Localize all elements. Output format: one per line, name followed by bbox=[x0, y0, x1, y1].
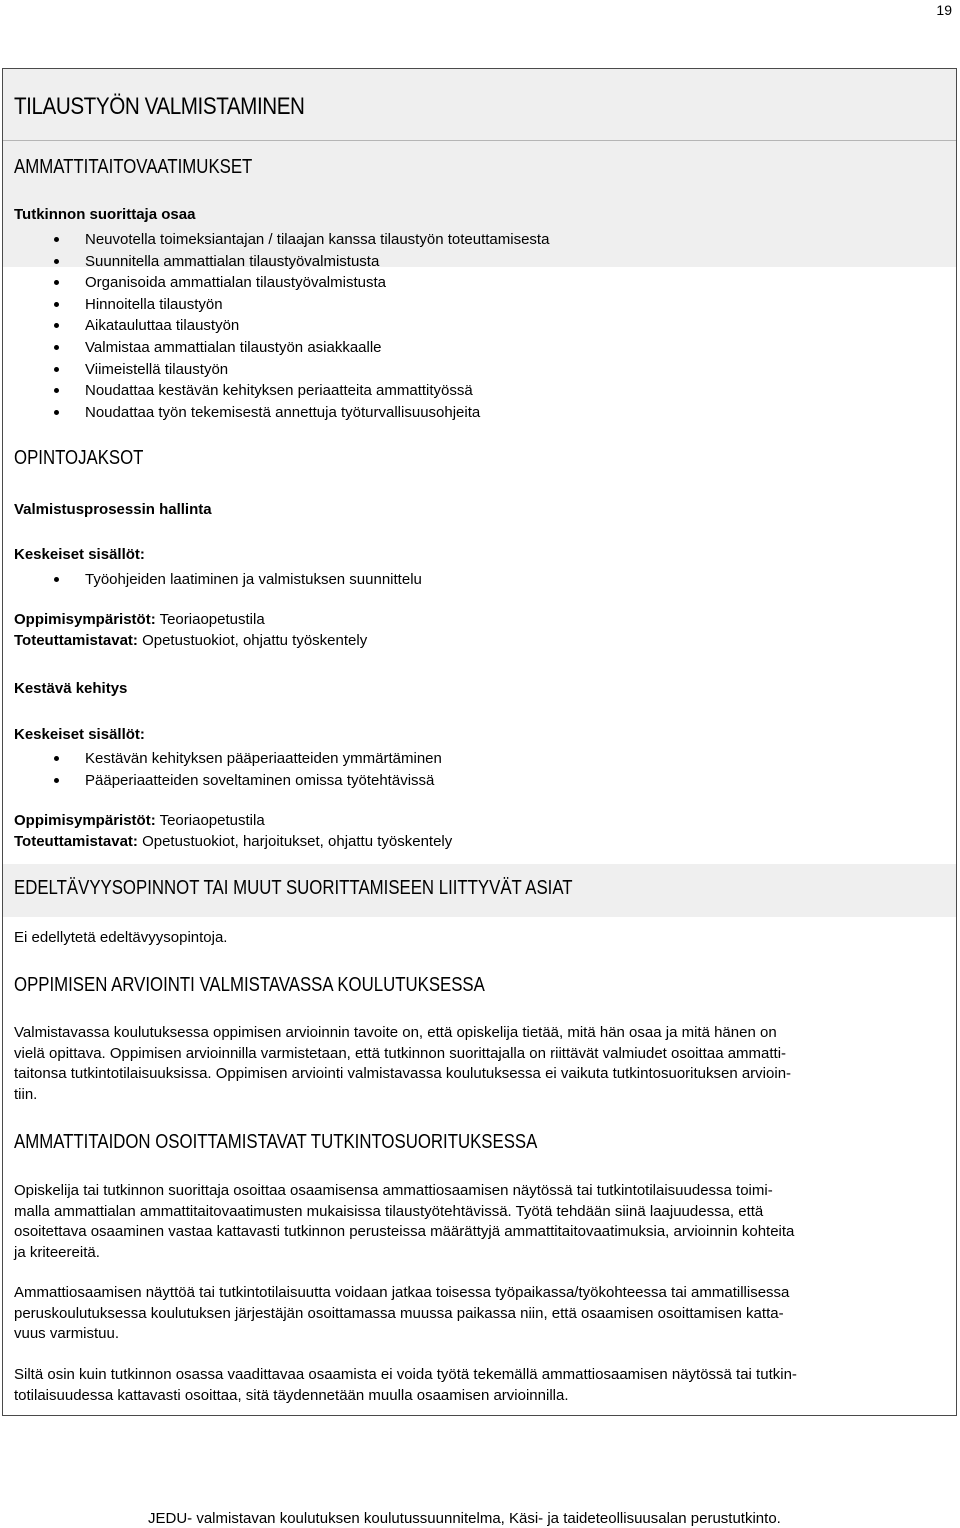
paragraph-line: taitonsa tutkintotilaisuuksissa. Oppimisen arviointi valmistavassa koulutuksessa ei vaikuta tutkintosuorituksen arvioin- bbox=[14, 1065, 792, 1083]
page-footer: JEDU- valmistavan koulutuksen koulutussuunnitelma, Käsi- ja taideteollisuusalan perustutkinto. bbox=[148, 1510, 781, 1527]
environment-label: Oppimisympäristöt: bbox=[14, 812, 156, 829]
methods-value: Opetustuokiot, ohjattu työskentely bbox=[142, 632, 368, 649]
course-content-label: Keskeiset sisällöt: bbox=[14, 726, 145, 743]
paragraph-line: totilaisuudessa kattavasti osoittaa, sitä täydennetään muulla osaamisen arvioinnilla. bbox=[14, 1386, 569, 1404]
course-content-label: Keskeiset sisällöt: bbox=[14, 546, 145, 563]
methods-label: Toteuttamistavat: bbox=[14, 632, 138, 649]
document-frame bbox=[2, 68, 957, 1416]
list-item: Työohjeiden laatiminen ja valmistuksen suunnittelu bbox=[3, 569, 422, 591]
environment-label: Oppimisympäristöt: bbox=[14, 611, 156, 628]
course-methods bbox=[14, 632, 367, 649]
paragraph-line: tiin. bbox=[14, 1085, 38, 1103]
course-content-list bbox=[3, 569, 422, 591]
requirements-subheading: Tutkinnon suorittaja osaa bbox=[14, 206, 196, 223]
methods-label: Toteuttamistavat: bbox=[14, 833, 138, 850]
paragraph-line: ja kriteereitä. bbox=[14, 1243, 100, 1261]
title-band bbox=[3, 69, 956, 141]
prerequisites-heading: EDELTÄVYYSOPINNOT TAI MUUT SUORITTAMISEEN LIITTYVÄT ASIAT bbox=[14, 877, 573, 899]
paragraph-line: vuus varmistuu. bbox=[14, 1325, 120, 1343]
list-item: Noudattaa työn tekemisestä annettuja työturvallisuusohjeita bbox=[3, 402, 549, 424]
list-item: Hinnoitella tilaustyön bbox=[3, 294, 549, 316]
environment-value: Teoriaopetustila bbox=[159, 611, 265, 628]
paragraph-line: Siltä osin kuin tutkinnon osassa vaadittavaa osaamista ei voida työtä tekemällä ammattiosaamisen näytössä tai tutkin- bbox=[14, 1366, 797, 1383]
list-item: Kestävän kehityksen pääperiaatteiden ymmärtäminen bbox=[3, 748, 442, 770]
requirements-heading: AMMATTITAITOVAATIMUKSET bbox=[14, 156, 253, 178]
list-item: Valmistaa ammattialan tilaustyön asiakkaalle bbox=[3, 337, 549, 359]
paragraph-line: Ammattiosaamisen näyttöä tai tutkintotilaisuutta voidaan jatkaa toisessa työpaikassa/työkohteessa tai ammatillisessa bbox=[14, 1284, 790, 1301]
course-methods bbox=[14, 833, 452, 850]
paragraph-line: vielä opittava. Oppimisen arvioinnilla varmistetaan, että tutkinnon suorittajalla on riittävät valmiudet osoittaa ammatti- bbox=[14, 1044, 787, 1062]
paragraph-line: malla ammattialan ammattitaitovaatimusten mukaisissa tilaustyötehtävissä. Työtä tehdään siinä laajuudessa, että bbox=[14, 1202, 764, 1220]
demonstration-paragraph bbox=[14, 1181, 939, 1263]
requirements-list bbox=[3, 229, 549, 423]
methods-value: Opetustuokiot, harjoitukset, ohjattu työskentely bbox=[142, 833, 453, 850]
paragraph-line: peruskoulutuksessa koulutuksen järjestäjän osoittamassa muussa paikassa niin, että osaamisen osoittamisen katta- bbox=[14, 1304, 784, 1322]
course-title: Kestävä kehitys bbox=[14, 680, 128, 697]
demonstration-paragraph bbox=[14, 1283, 939, 1345]
course-environment bbox=[14, 611, 265, 628]
list-item: Aikatauluttaa tilaustyön bbox=[3, 315, 549, 337]
course-content-list bbox=[3, 748, 442, 791]
assessment-heading: OPPIMISEN ARVIOINTI VALMISTAVASSA KOULUTUKSESSA bbox=[14, 974, 485, 996]
list-item: Noudattaa kestävän kehityksen periaatteita ammattityössä bbox=[3, 380, 549, 402]
page-number: 19 bbox=[936, 2, 952, 18]
prerequisites-text: Ei edellytetä edeltävyysopintoja. bbox=[14, 929, 228, 946]
assessment-paragraph bbox=[14, 1023, 939, 1105]
environment-value: Teoriaopetustila bbox=[159, 812, 265, 829]
paragraph-line: Valmistavassa koulutuksessa oppimisen arvioinnin tavoite on, että opiskelija tietää, mitä hän osaa ja mitä hänen on bbox=[14, 1024, 777, 1041]
demonstration-paragraph bbox=[14, 1365, 939, 1406]
list-item: Viimeistellä tilaustyön bbox=[3, 359, 549, 381]
list-item: Organisoida ammattialan tilaustyövalmistusta bbox=[3, 272, 549, 294]
paragraph-line: osoitettava osaaminen vastaa kattavasti tutkinnon perusteissa määrättyjä ammattitaitovaatimuksia, arvioinnin kohteita bbox=[14, 1223, 795, 1241]
paragraph-line: Opiskelija tai tutkinnon suorittaja osoittaa osaamisensa ammattiosaamisen näytössä tai tutkintotilaisuudessa toimi- bbox=[14, 1182, 773, 1199]
course-environment bbox=[14, 812, 265, 829]
courses-heading: OPINTOJAKSOT bbox=[14, 447, 144, 469]
list-item: Neuvotella toimeksiantajan / tilaajan kanssa tilaustyön toteuttamisesta bbox=[3, 229, 549, 251]
list-item: Pääperiaatteiden soveltaminen omissa työtehtävissä bbox=[3, 770, 442, 792]
demonstration-heading: AMMATTITAIDON OSOITTAMISTAVAT TUTKINTOSUORITUKSESSA bbox=[14, 1131, 538, 1153]
page-title: TILAUSTYÖN VALMISTAMINEN bbox=[14, 93, 305, 120]
course-title: Valmistusprosessin hallinta bbox=[14, 501, 212, 518]
list-item: Suunnitella ammattialan tilaustyövalmistusta bbox=[3, 251, 549, 273]
